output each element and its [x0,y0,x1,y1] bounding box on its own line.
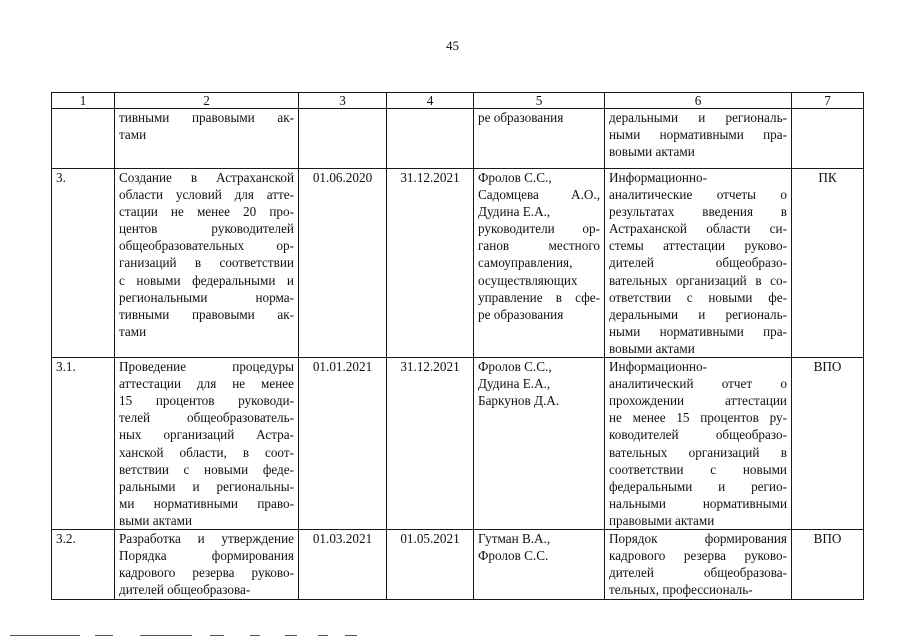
end-date [387,109,474,169]
cell-text-line: Порядка формирования [119,548,294,564]
cell-text-line: области условий для атте- [119,187,294,203]
cell-text-line: Фролов С.С., [478,359,552,375]
start-date: 01.01.2021 [299,358,387,530]
cell-text-line: ветствии с новыми феде- [119,461,294,477]
cell-text-line: стации не менее 20 про- [119,204,294,220]
start-date: 01.03.2021 [299,529,387,599]
cell-text-line: дителей общеобразо- [609,255,787,271]
cell-text-line: тивными правовыми ак- [119,110,294,125]
expected-result [605,109,792,169]
responsible-persons [474,358,605,530]
cell-text-line: Дудина Е.А., [478,376,551,392]
expected-result [605,529,792,599]
cell-text-line: тивными правовыми ак- [119,306,294,322]
column-header: 4 [387,93,474,109]
cell-text-line: тами [119,323,147,339]
cell-text-line: руководители ор- [478,221,600,237]
cell-text-line: ханской области, в соот- [119,444,294,460]
cell-text-line: ре образования [478,110,564,125]
header-row [52,93,864,109]
cell-text-line: вовыми актами [609,144,695,160]
footer-scan-marks [0,632,905,640]
responsible-persons [474,169,605,358]
end-date: 01.05.2021 [387,529,474,599]
cell-text-line: соответствии с новыми [609,461,787,477]
cell-text-line: ганизаций в соответствии [119,255,294,271]
cell-text-line: Проведение процедуры [119,359,294,375]
cell-text-line: Фролов С.С. [478,548,549,564]
cell-text-line: управление в сфе- [478,289,600,305]
cell-text-line: выми актами [119,512,193,528]
activity-name [115,358,299,530]
cell-text-line: стемы аттестации руково- [609,238,787,254]
document-type: ВПО [792,529,864,599]
cell-text-line: Баркунов Д.А. [478,393,560,409]
cell-text-line: аттестации для не менее [119,376,294,392]
plan-table [51,92,864,600]
cell-text-line: федеральными и регио- [609,478,787,494]
cell-text-line: Гутман В.А., [478,530,551,546]
cell-text-line: центов руководителей [119,221,294,237]
row-number: 3. [52,169,115,358]
cell-text-line: Разработка и утверждение [119,530,294,546]
cell-text-line: Информационно- [609,359,708,375]
start-date: 01.06.2020 [299,169,387,358]
column-header: 6 [605,93,792,109]
column-header: 2 [115,93,299,109]
activity-name [115,529,299,599]
end-date: 31.12.2021 [387,358,474,530]
cell-text-line: осуществляющих [478,272,578,288]
document-type [792,109,864,169]
expected-result [605,358,792,530]
table-row [52,109,864,169]
row-number [52,109,115,169]
cell-text-line: тами [119,127,147,143]
cell-text-line: вательных организаций в [609,444,787,460]
document-type: ВПО [792,358,864,530]
column-header: 3 [299,93,387,109]
cell-text-line: Информационно- [609,170,708,185]
column-header: 5 [474,93,605,109]
cell-text-line: не менее 15 процентов ру- [609,410,787,426]
cell-text-line: Садомцева А.О., [478,187,600,203]
cell-text-line: Астраханской области си- [609,221,787,237]
cell-text-line: Дудина Е.А., [478,204,551,220]
page-number: 45 [446,38,459,53]
cell-text-line: региональными норма- [119,289,294,305]
cell-text-line: ководителей общеобразо- [609,427,787,443]
cell-text-line: ными нормативными пра- [609,127,787,143]
cell-text-line: дителей общеобразова- [119,582,251,598]
responsible-persons [474,529,605,599]
start-date [299,109,387,169]
cell-text-line: ответствии с новыми фе- [609,289,787,305]
cell-text-line: нальными нормативными [609,495,787,511]
cell-text-line: тельных, профессиональ- [609,582,753,598]
cell-text-line: самоуправления, [478,255,573,271]
cell-text-line: правовыми актами [609,512,715,528]
cell-text-line: аналитический отчет о [609,376,787,392]
responsible-persons [474,109,605,169]
cell-text-line: 15 процентов руководи- [119,393,294,409]
cell-text-line: телей общеобразователь- [119,410,294,426]
cell-text-line: аналитические отчеты о [609,187,787,203]
cell-text-line: Создание в Астраханской [119,170,294,185]
document-type: ПК [792,169,864,358]
cell-text-line: прохождении аттестации [609,393,787,409]
activity-name [115,169,299,358]
cell-text-line: ных организаций Астра- [119,427,294,443]
cell-text-line: кадрового резерва руково- [119,565,294,581]
cell-text-line: вовыми актами [609,340,695,356]
table-row [52,529,864,599]
row-number: 3.1. [52,358,115,530]
cell-text-line: ральными и региональны- [119,478,294,494]
activity-name [115,109,299,169]
column-header: 7 [792,93,864,109]
cell-text-line: Порядок формирования [609,530,787,546]
row-number: 3.2. [52,529,115,599]
cell-text-line: кадрового резерва руково- [609,548,787,564]
cell-text-line: ре образования [478,306,564,322]
expected-result [605,169,792,358]
cell-text-line: вательных организаций в со- [609,272,787,288]
cell-text-line: ми нормативными право- [119,495,294,511]
table-row [52,358,864,530]
column-header: 1 [52,93,115,109]
cell-text-line: ганов местного [478,238,600,254]
cell-text-line: результатах введения в [609,204,787,220]
table-row [52,169,864,358]
end-date: 31.12.2021 [387,169,474,358]
cell-text-line: общеобразовательных ор- [119,238,294,254]
cell-text-line: ными нормативными пра- [609,323,787,339]
cell-text-line: Фролов С.С., [478,170,552,185]
cell-text-line: деральными и региональ- [609,110,787,125]
cell-text-line: дителей общеобразова- [609,565,787,581]
cell-text-line: с новыми федеральными и [119,272,294,288]
cell-text-line: деральными и региональ- [609,306,787,322]
